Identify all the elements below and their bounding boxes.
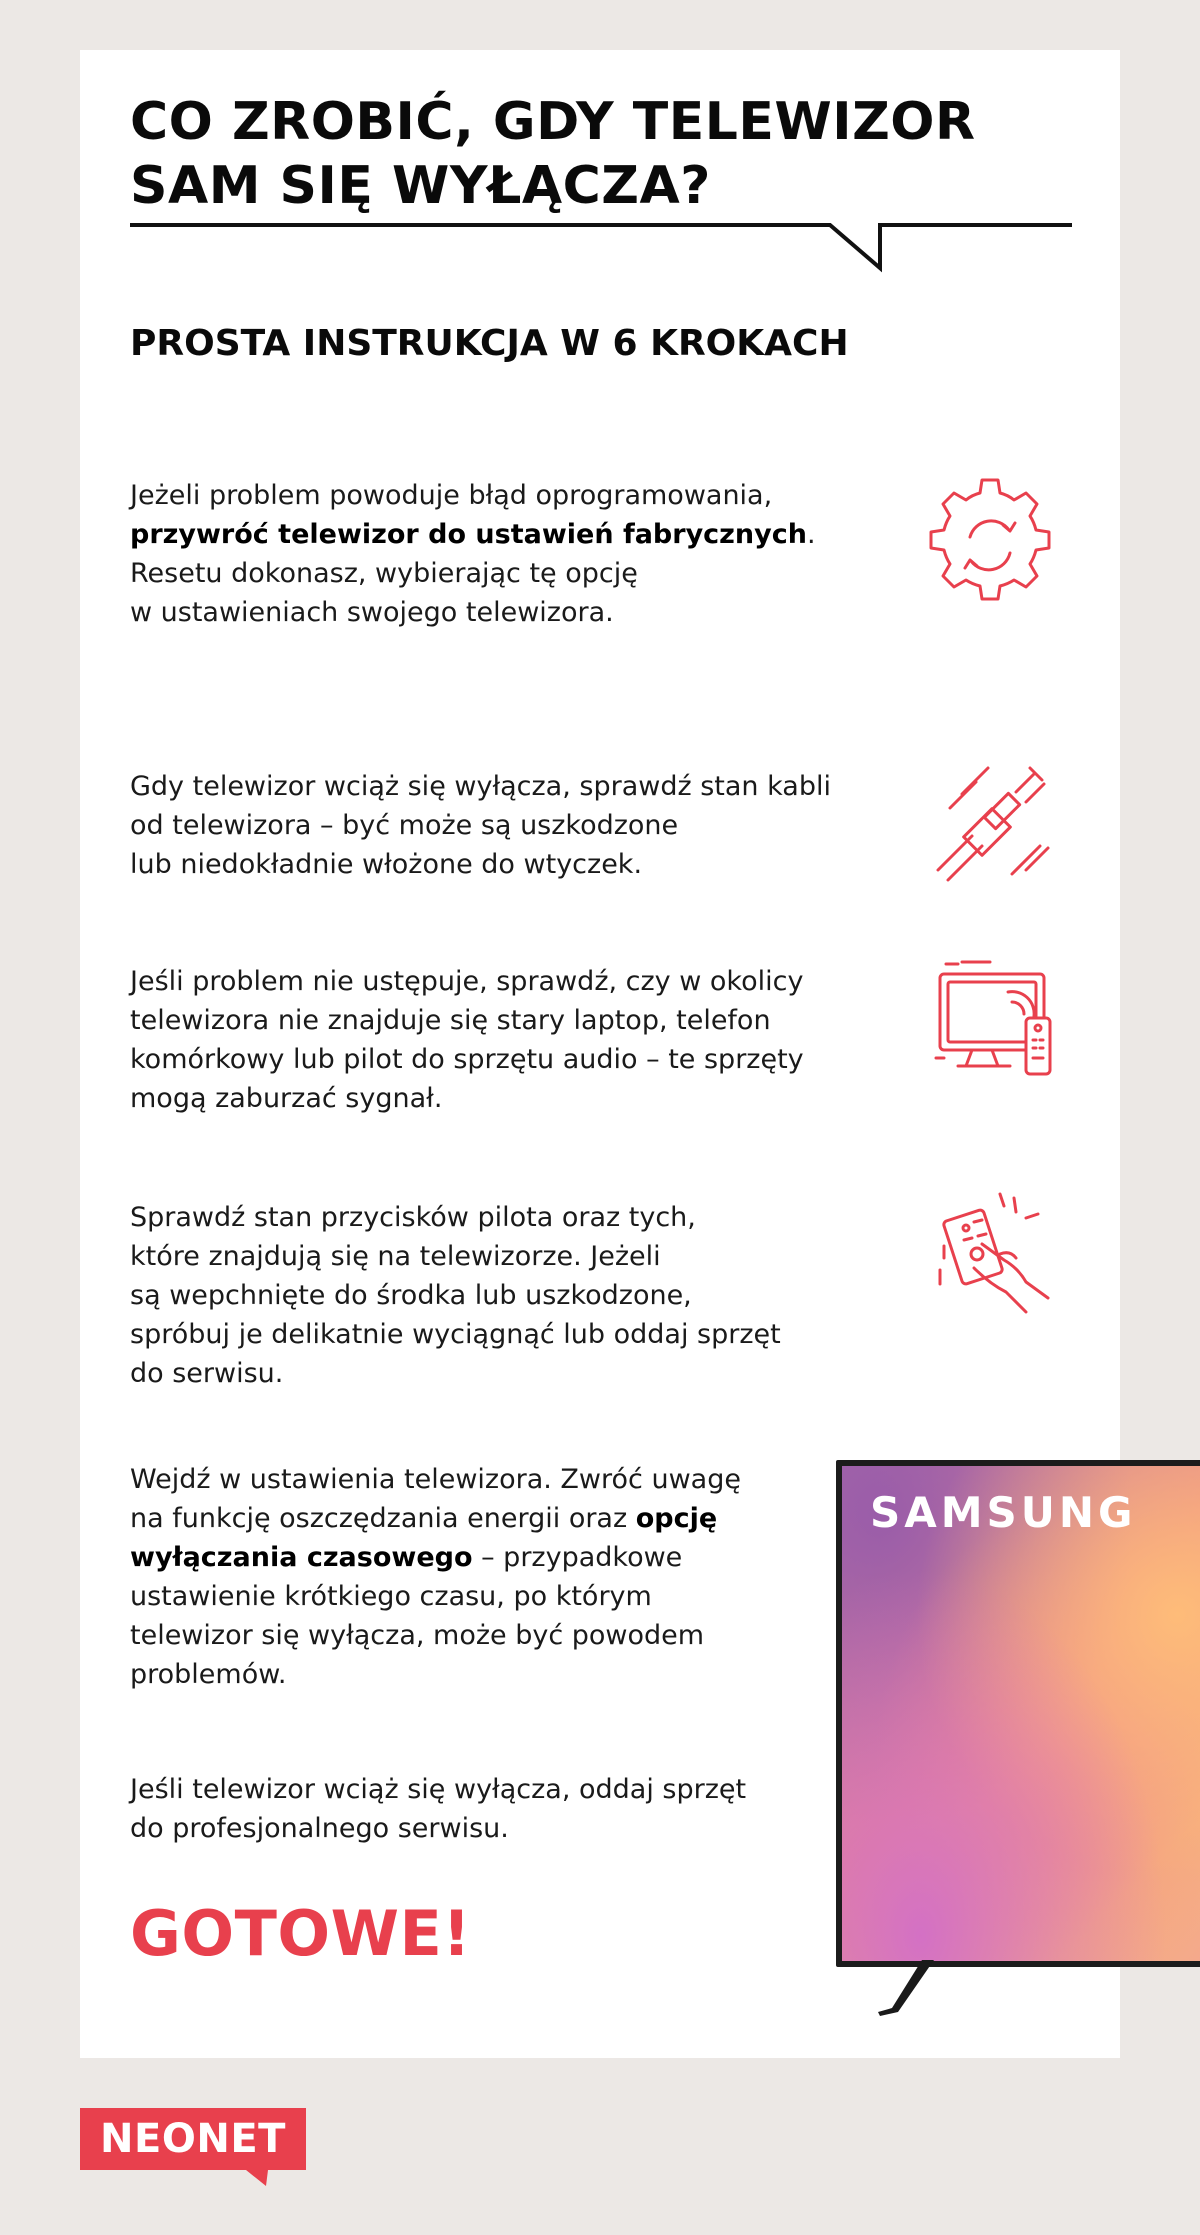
tv-screen xyxy=(842,1466,1200,1961)
step-4-line: które znajdują się na telewizorze. Jeżeli xyxy=(130,1241,661,1272)
step-3 xyxy=(130,962,870,1118)
step-2-line: od telewizora – być może są uszkodzone xyxy=(130,810,679,841)
step-5-text: na funkcję oszczędzania energii oraz xyxy=(130,1503,636,1534)
step-3-line: mogą zaburzać sygnał. xyxy=(130,1083,443,1114)
step-1 xyxy=(130,476,870,632)
title-line-2: SAM SIĘ WYŁĄCZA? xyxy=(130,156,711,216)
step-5-bold: wyłączania czasowego xyxy=(130,1542,473,1573)
step-4-line: Sprawdź stan przycisków pilota oraz tych, xyxy=(130,1202,696,1233)
step-1-line: w ustawieniach swojego telewizora. xyxy=(130,597,614,628)
step-5-bold: opcję xyxy=(635,1503,718,1534)
step-2 xyxy=(130,767,870,884)
step-6 xyxy=(130,1770,870,1848)
step-1-line: Jeżeli problem powoduje błąd oprogramowania, xyxy=(130,480,773,511)
step-6-line: Jeśli telewizor wciąż się wyłącza, oddaj sprzęt xyxy=(130,1774,747,1805)
logo-text: NEONET xyxy=(100,2116,286,2162)
subtitle: PROSTA INSTRUKCJA W 6 KROKACH xyxy=(130,323,849,364)
hand-remote-icon xyxy=(930,1188,1060,1318)
step-4-line: do serwisu. xyxy=(130,1358,284,1389)
step-5-text: – przypadkowe xyxy=(472,1542,683,1573)
tv-frame xyxy=(836,1460,1200,1967)
step-5-line: telewizor się wyłącza, może być powodem xyxy=(130,1620,705,1651)
step-4 xyxy=(130,1198,870,1393)
step-4-line: spróbuj je delikatnie wyciągnąć lub oddaj sprzęt xyxy=(130,1319,781,1350)
step-5-line xyxy=(130,1538,870,1577)
step-3-line: Jeśli problem nie ustępuje, sprawdź, czy w okolicy xyxy=(130,966,804,997)
step-5-line: problemów. xyxy=(130,1659,287,1690)
step-2-line: Gdy telewizor wciąż się wyłącza, sprawdź stan kabli xyxy=(130,771,831,802)
step-2-line: lub niedokładnie włożone do wtyczek. xyxy=(130,849,643,880)
done-heading: GOTOWE! xyxy=(130,1897,472,1970)
step-1-bold: przywróć telewizor do ustawień fabrycznych xyxy=(130,519,807,550)
title-line-1: CO ZROBIĆ, GDY TELEWIZOR xyxy=(130,92,976,152)
step-4-line: są wepchnięte do środka lub uszkodzone, xyxy=(130,1280,692,1311)
step-5-line xyxy=(130,1499,870,1538)
step-6-line: do profesjonalnego serwisu. xyxy=(130,1813,509,1844)
step-5-line: ustawienie krótkiego czasu, po którym xyxy=(130,1581,652,1612)
tv-remote-signal-icon xyxy=(932,954,1062,1084)
tv-brand-logo: SAMSUNG xyxy=(870,1488,1137,1537)
step-1-line xyxy=(130,515,870,554)
tv-stand xyxy=(876,1960,946,2020)
step-5-line: Wejdź w ustawienia telewizora. Zwróć uwagę xyxy=(130,1464,741,1495)
step-1-line: Resetu dokonasz, wybierając tę opcję xyxy=(130,558,638,589)
step-3-line: komórkowy lub pilot do sprzętu audio – te sprzęty xyxy=(130,1044,804,1075)
step-1-text: . xyxy=(806,519,816,550)
page-title xyxy=(130,90,1030,218)
neonet-logo xyxy=(80,2108,310,2188)
cable-plug-icon xyxy=(930,758,1060,888)
speech-bubble-underline xyxy=(130,222,1072,278)
gear-refresh-icon xyxy=(925,475,1055,605)
step-3-line: telewizora nie znajduje się stary laptop, telefon xyxy=(130,1005,771,1036)
step-5 xyxy=(130,1460,870,1694)
tv-image xyxy=(836,1460,1200,2020)
